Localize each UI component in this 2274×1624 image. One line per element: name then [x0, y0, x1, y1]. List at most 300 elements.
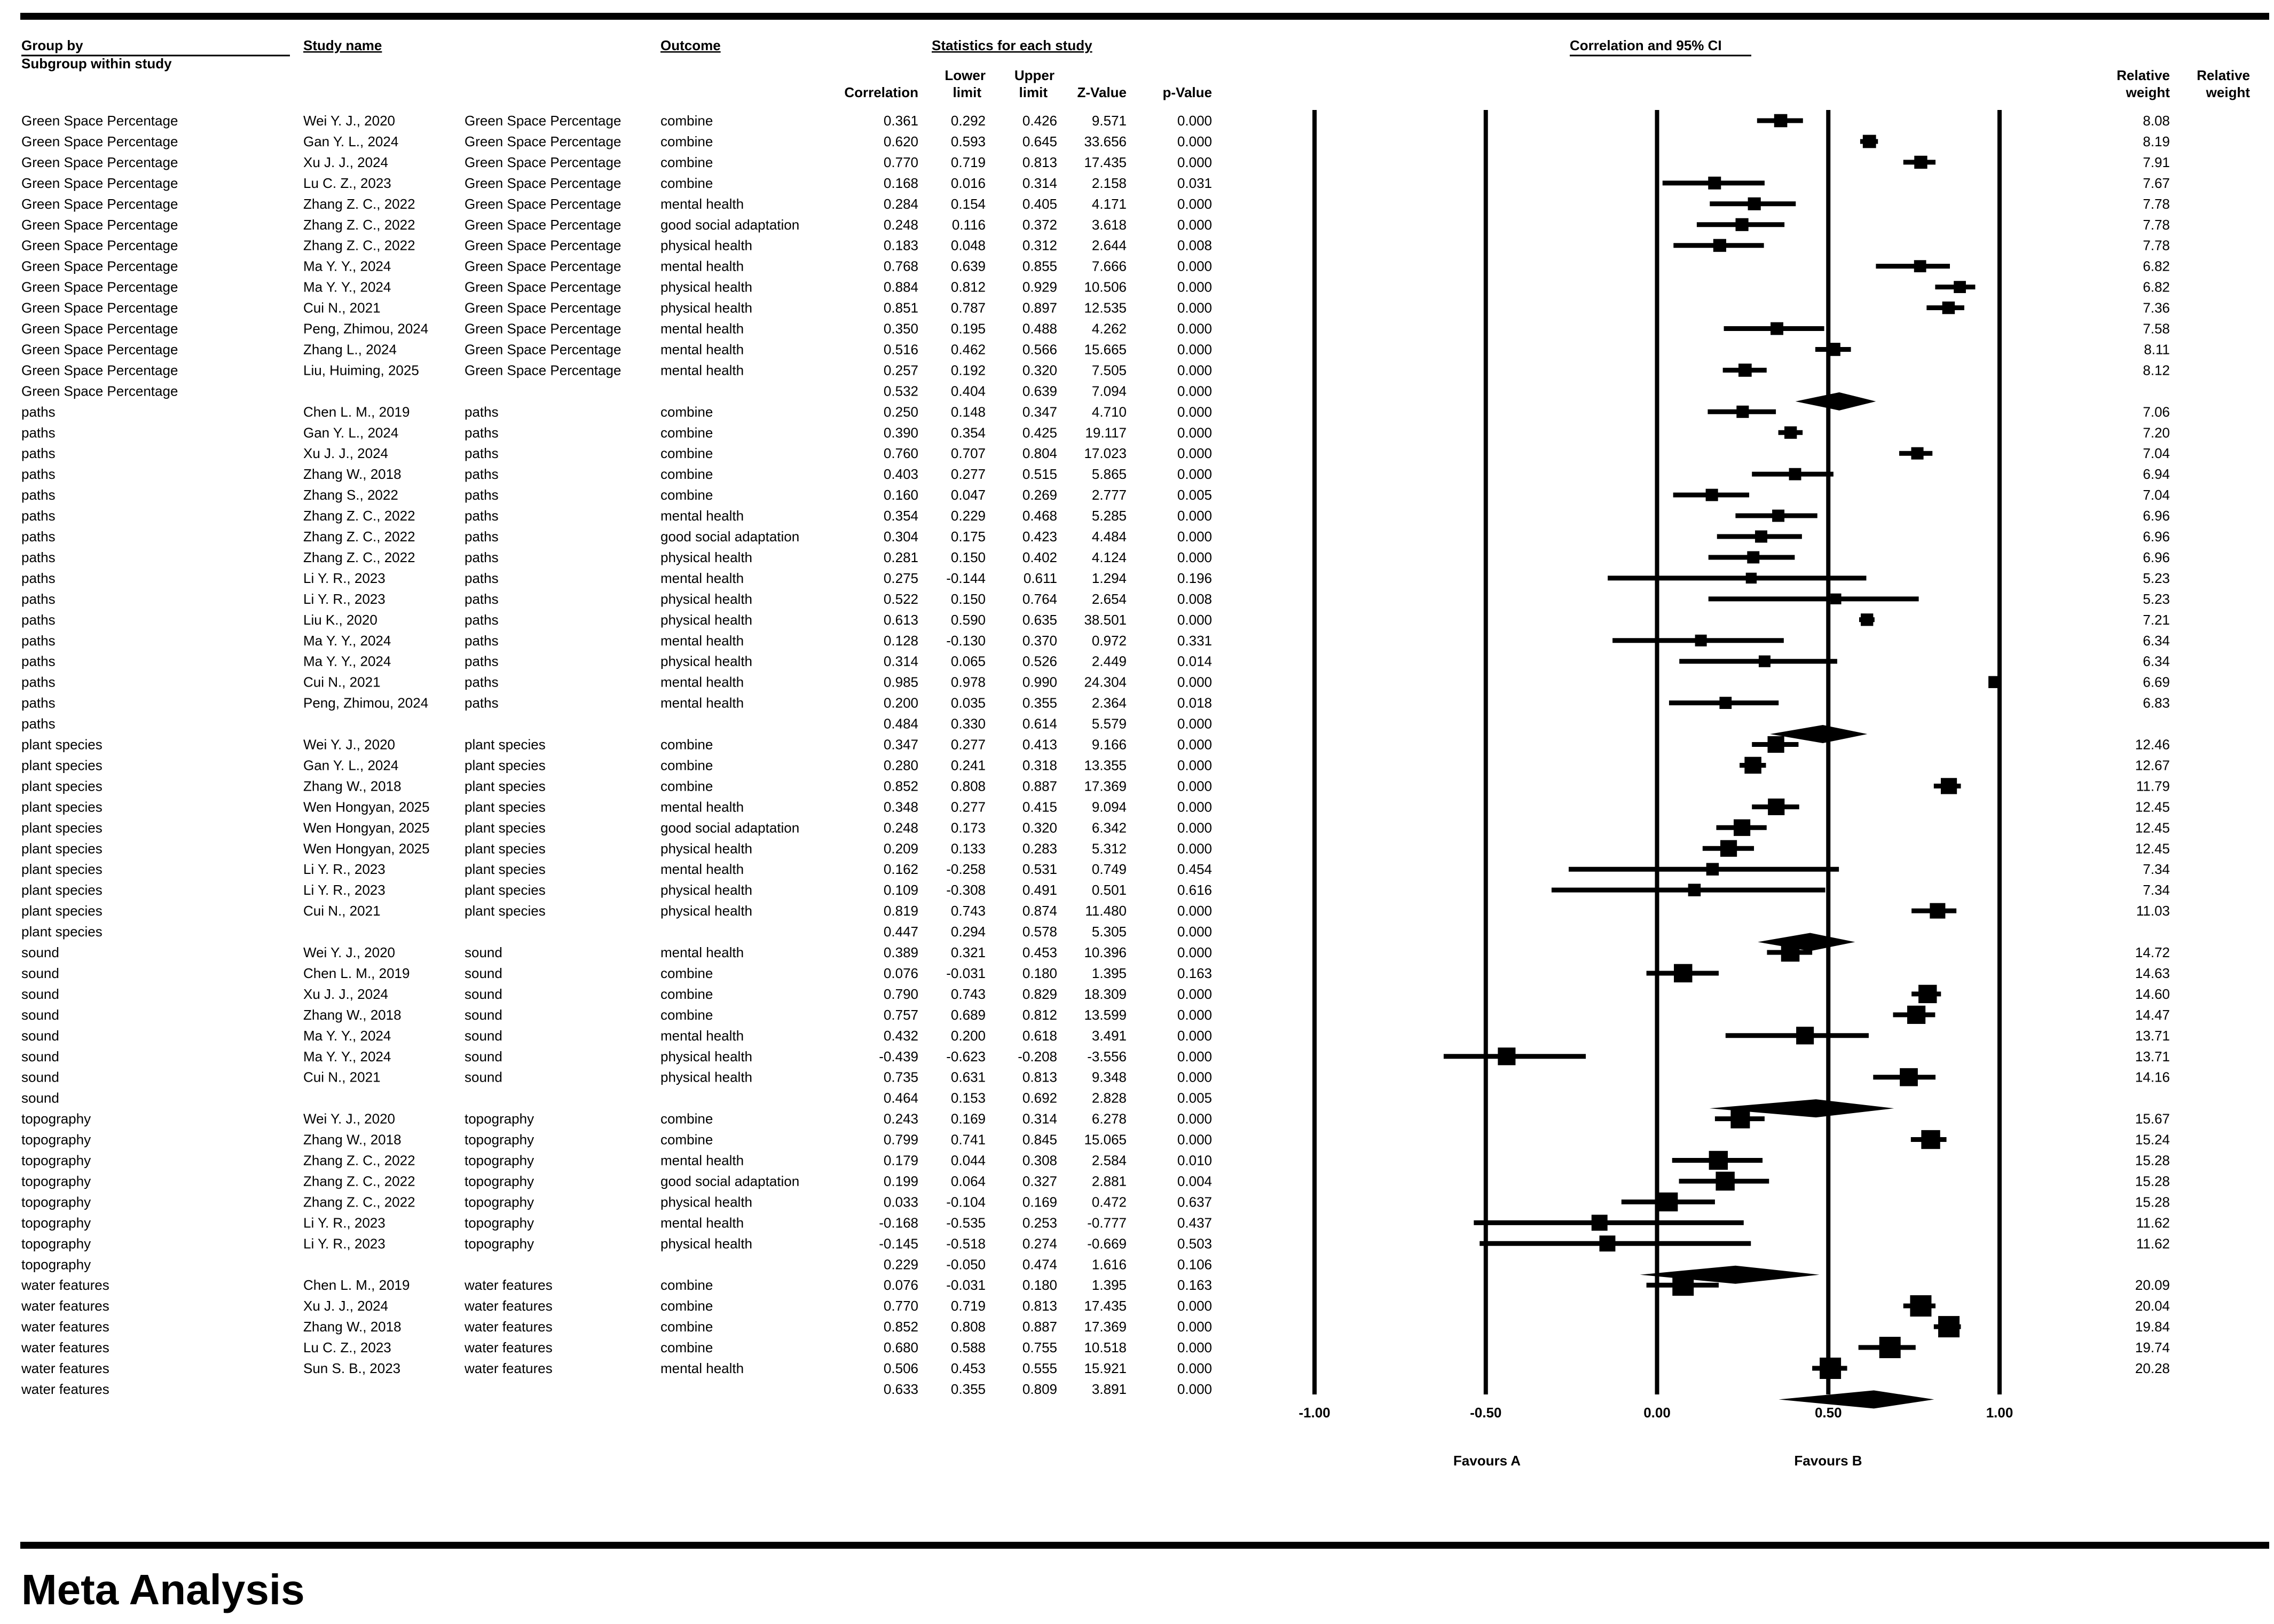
study-name-cell: Xu J. J., 2024 [303, 1298, 388, 1314]
study-row [21, 1006, 2170, 1024]
group-cell: Green Space Percentage [21, 195, 178, 212]
point-estimate [1781, 943, 1800, 962]
subgroup-cell: paths [465, 632, 499, 649]
study-name-cell: Cui N., 2021 [303, 299, 381, 316]
p-value-cell: 0.000 [1177, 424, 1212, 441]
relative-weight-cell: 6.82 [2143, 279, 2170, 295]
subgroup-cell: sound [465, 965, 502, 981]
point-estimate [1879, 1337, 1901, 1358]
subgroup-cell: paths [465, 611, 499, 628]
relative-weight-cell: 6.94 [2143, 466, 2170, 483]
outcome-cell: combine [660, 965, 713, 981]
header-group-by: Group by [21, 37, 83, 53]
study-row [21, 1215, 2170, 1231]
z-value-cell: 5.312 [1091, 840, 1127, 857]
upper-limit-cell: 0.402 [1022, 549, 1057, 565]
outcome-cell: mental health [660, 1215, 744, 1231]
point-estimate [1759, 656, 1771, 667]
group-cell: Green Space Percentage [21, 216, 178, 233]
group-cell: water features [21, 1277, 109, 1294]
outcome-cell: combine [660, 487, 713, 503]
p-value-cell: 0.000 [1177, 1298, 1212, 1314]
outcome-cell: combine [660, 133, 713, 149]
outcome-cell: combine [660, 1277, 713, 1294]
study-name-cell: Zhang W., 2018 [303, 778, 402, 794]
subgroup-cell: paths [465, 508, 499, 524]
subgroup-cell: water features [465, 1319, 553, 1335]
upper-limit-cell: 0.491 [1022, 882, 1057, 898]
outcome-cell: mental health [660, 861, 744, 878]
z-value-cell: 2.158 [1091, 175, 1127, 191]
subgroup-cell: Green Space Percentage [465, 279, 621, 295]
correlation-cell: 0.852 [883, 1319, 918, 1335]
outcome-cell: mental health [660, 632, 744, 649]
study-name-cell: Ma Y. Y., 2024 [303, 279, 391, 295]
relative-weight-cell: 14.60 [2135, 986, 2170, 1002]
point-estimate [1914, 260, 1926, 272]
group-cell: water features [21, 1360, 109, 1376]
relative-weight-cell: 11.79 [2136, 778, 2170, 794]
relative-weight-cell: 6.82 [2143, 258, 2170, 274]
point-estimate [1695, 635, 1707, 647]
group-cell: topography [21, 1131, 91, 1148]
study-name-cell: Wei Y. J., 2020 [303, 736, 396, 753]
point-estimate [1716, 1172, 1734, 1191]
study-row [21, 1068, 2170, 1086]
upper-limit-cell: 0.614 [1022, 715, 1057, 732]
z-value-cell: 2.828 [1091, 1090, 1127, 1106]
header-study-name: Study name [303, 37, 382, 53]
study-row [21, 154, 2170, 170]
outcome-cell: mental health [660, 799, 744, 815]
relative-weight-cell: 8.11 [2144, 341, 2170, 358]
header-relative-weight-2a: Relative [2197, 67, 2250, 83]
correlation-cell: 0.229 [883, 1256, 918, 1273]
correlation-cell: 0.851 [883, 299, 918, 316]
outcome-cell: physical health [660, 1069, 752, 1085]
outcome-cell: mental health [660, 1152, 744, 1169]
study-name-cell: Wei Y. J., 2020 [303, 944, 396, 960]
correlation-cell: 0.076 [883, 965, 918, 981]
relative-weight-cell: 12.45 [2135, 799, 2170, 815]
p-value-cell: 0.000 [1177, 1006, 1212, 1023]
z-value-cell: 2.654 [1091, 590, 1127, 607]
subgroup-cell: plant species [465, 903, 546, 919]
study-row [21, 1316, 2170, 1337]
correlation-cell: 0.168 [883, 175, 918, 191]
study-row [21, 882, 2170, 898]
subgroup-cell: water features [465, 1298, 553, 1314]
relative-weight-cell: 6.69 [2143, 674, 2170, 690]
p-value-cell: 0.005 [1177, 487, 1212, 503]
study-name-cell: Zhang Z. C., 2022 [303, 529, 415, 545]
point-estimate [1910, 1295, 1931, 1316]
upper-limit-cell: 0.283 [1022, 840, 1057, 857]
group-cell: sound [21, 1027, 59, 1044]
lower-limit-cell: 0.719 [950, 154, 986, 170]
p-value-cell: 0.010 [1177, 1152, 1212, 1169]
study-row [21, 1172, 2170, 1191]
p-value-cell: 0.000 [1177, 445, 1212, 462]
study-row [21, 819, 2170, 836]
upper-limit-cell: 0.327 [1022, 1173, 1057, 1189]
study-name-cell: Zhang Z. C., 2022 [303, 508, 415, 524]
p-value-cell: 0.000 [1177, 508, 1212, 524]
relative-weight-cell: 7.78 [2143, 195, 2170, 212]
subgroup-cell: paths [465, 549, 499, 565]
study-row [21, 321, 2170, 337]
p-value-cell: 0.000 [1177, 674, 1212, 690]
subgroup-cell: paths [465, 424, 499, 441]
relative-weight-cell: 12.67 [2135, 757, 2170, 774]
upper-limit-cell: 0.312 [1022, 237, 1057, 254]
lower-limit-cell: 0.292 [950, 113, 986, 129]
study-name-cell: Gan Y. L., 2024 [303, 133, 399, 149]
outcome-cell: physical health [660, 279, 752, 295]
lower-limit-cell: 0.154 [950, 195, 986, 212]
z-value-cell: 7.094 [1091, 383, 1127, 399]
point-estimate [1706, 489, 1718, 501]
upper-limit-cell: 0.355 [1022, 695, 1057, 711]
p-value-cell: 0.000 [1177, 1048, 1212, 1065]
group-cell: paths [21, 424, 56, 441]
subgroup-cell: topography [465, 1131, 534, 1148]
relative-weight-cell: 15.28 [2135, 1194, 2170, 1210]
point-estimate [1713, 239, 1726, 252]
subgroup-cell: paths [465, 570, 499, 586]
study-row [21, 1295, 2170, 1316]
study-row [21, 1274, 2170, 1296]
upper-limit-cell: 0.347 [1022, 404, 1057, 420]
outcome-cell: physical health [660, 549, 752, 565]
header-plot-title: Correlation and 95% CI [1570, 37, 1722, 53]
z-value-cell: 0.472 [1091, 1194, 1127, 1210]
p-value-cell: 0.000 [1177, 736, 1212, 753]
upper-limit-cell: 0.813 [1022, 1069, 1057, 1085]
lower-limit-cell: 0.812 [950, 279, 986, 295]
header-lower-1: Lower [945, 67, 986, 83]
study-name-cell: Sun S. B., 2023 [303, 1360, 401, 1376]
study-name-cell: Chen L. M., 2019 [303, 1277, 410, 1294]
z-value-cell: 10.396 [1084, 944, 1127, 960]
correlation-cell: 0.985 [883, 674, 918, 690]
outcome-cell: good social adaptation [660, 529, 800, 545]
upper-limit-cell: 0.611 [1023, 570, 1057, 586]
correlation-cell: 0.799 [883, 1131, 918, 1148]
forest-rows [21, 113, 2170, 1408]
subgroup-cell: plant species [465, 819, 546, 836]
p-value-cell: 0.000 [1177, 258, 1212, 274]
z-value-cell: 15.665 [1084, 341, 1127, 358]
study-name-cell: Zhang Z. C., 2022 [303, 216, 415, 233]
subgroup-cell: Green Space Percentage [465, 341, 621, 358]
z-value-cell: 17.369 [1084, 1319, 1127, 1335]
lower-limit-cell: 0.169 [950, 1110, 986, 1127]
lower-limit-cell: 0.175 [950, 529, 986, 545]
lower-limit-cell: 0.631 [950, 1069, 986, 1085]
point-estimate [1706, 863, 1719, 876]
study-row [21, 1193, 2170, 1211]
study-name-cell: Lu C. Z., 2023 [303, 175, 391, 191]
upper-limit-cell: 0.253 [1022, 1215, 1057, 1231]
header-outcome: Outcome [660, 37, 721, 53]
correlation-cell: 0.790 [883, 986, 918, 1002]
relative-weight-cell: 15.24 [2135, 1131, 2170, 1148]
group-cell: water features [21, 1381, 109, 1397]
group-cell: paths [21, 404, 56, 420]
outcome-cell: combine [660, 778, 713, 794]
outcome-cell: combine [660, 1298, 713, 1314]
axis-tick-labels [1299, 1405, 2013, 1421]
p-value-cell: 0.000 [1177, 549, 1212, 565]
z-value-cell: 0.972 [1091, 632, 1127, 649]
relative-weight-cell: 6.83 [2143, 695, 2170, 711]
upper-limit-cell: 0.269 [1022, 487, 1057, 503]
outcome-cell: mental health [660, 362, 744, 379]
outcome-cell: mental health [660, 1027, 744, 1044]
outcome-cell: combine [660, 404, 713, 420]
study-row [21, 1337, 2170, 1358]
point-estimate [1498, 1047, 1515, 1065]
relative-weight-cell: 6.96 [2143, 529, 2170, 545]
upper-limit-cell: 0.755 [1022, 1339, 1057, 1356]
z-value-cell: 7.505 [1091, 362, 1127, 379]
correlation-cell: 0.109 [883, 882, 918, 898]
relative-weight-cell: 14.72 [2135, 944, 2170, 960]
z-value-cell: 24.304 [1084, 674, 1127, 690]
relative-weight-cell: 7.36 [2143, 299, 2170, 316]
group-cell: topography [21, 1215, 91, 1231]
upper-limit-cell: 0.813 [1022, 1298, 1057, 1314]
subgroup-cell: topography [465, 1215, 534, 1231]
group-cell: topography [21, 1152, 91, 1169]
lower-limit-cell: 0.048 [950, 237, 986, 254]
subgroup-cell: paths [465, 590, 499, 607]
lower-limit-cell: 0.047 [950, 487, 986, 503]
upper-limit-cell: 0.887 [1022, 778, 1057, 794]
study-name-cell: Li Y. R., 2023 [303, 590, 385, 607]
correlation-cell: 0.183 [883, 237, 918, 254]
lower-limit-cell: 0.743 [950, 986, 986, 1002]
group-cell: paths [21, 529, 56, 545]
subgroup-cell: sound [465, 1069, 502, 1085]
upper-limit-cell: 0.415 [1022, 799, 1057, 815]
outcome-cell: mental health [660, 508, 744, 524]
study-name-cell: Wen Hongyan, 2025 [303, 819, 430, 836]
correlation-cell: 0.347 [883, 736, 918, 753]
p-value-cell: 0.008 [1177, 590, 1212, 607]
relative-weight-cell: 6.34 [2143, 653, 2170, 669]
lower-limit-cell: 0.153 [950, 1090, 986, 1106]
relative-weight-cell: 13.71 [2135, 1048, 2170, 1065]
study-row [21, 1027, 2170, 1044]
tick-label-1: -0.50 [1470, 1405, 1502, 1421]
outcome-cell: combine [660, 445, 713, 462]
header-correlation: Correlation [844, 84, 918, 100]
correlation-cell: 0.128 [883, 632, 918, 649]
relative-weight-cell: 6.96 [2143, 508, 2170, 524]
outcome-cell: mental health [660, 570, 744, 586]
correlation-cell: 0.033 [883, 1194, 918, 1210]
p-value-cell: 0.437 [1177, 1215, 1212, 1231]
lower-limit-cell: -0.031 [946, 965, 986, 981]
outcome-cell: combine [660, 154, 713, 170]
p-value-cell: 0.000 [1177, 924, 1212, 940]
z-value-cell: 6.342 [1091, 819, 1127, 836]
correlation-cell: 0.389 [883, 944, 918, 960]
study-name-cell: Li Y. R., 2023 [303, 1215, 385, 1231]
study-name-cell: Ma Y. Y., 2024 [303, 1027, 391, 1044]
upper-limit-cell: 0.829 [1022, 986, 1057, 1002]
study-row [21, 300, 2170, 316]
p-value-cell: 0.000 [1177, 320, 1212, 337]
upper-limit-cell: -0.208 [1018, 1048, 1057, 1065]
z-value-cell: 0.501 [1091, 882, 1127, 898]
group-cell: Green Space Percentage [21, 279, 178, 295]
upper-limit-cell: 0.370 [1022, 632, 1057, 649]
summary-row [21, 924, 1855, 951]
study-name-cell: Zhang Z. C., 2022 [303, 237, 415, 254]
subgroup-cell: paths [465, 466, 499, 483]
lower-limit-cell: -0.258 [946, 861, 986, 878]
correlation-cell: 0.200 [883, 695, 918, 711]
study-name-cell: Wei Y. J., 2020 [303, 1110, 396, 1127]
correlation-cell: 0.209 [883, 840, 918, 857]
outcome-cell: mental health [660, 1360, 744, 1376]
outcome-cell: combine [660, 175, 713, 191]
lower-limit-cell: -0.104 [946, 1194, 986, 1210]
p-value-cell: 0.000 [1177, 1381, 1212, 1397]
p-value-cell: 0.000 [1177, 404, 1212, 420]
z-value-cell: 2.584 [1091, 1152, 1127, 1169]
study-name-cell: Peng, Zhimou, 2024 [303, 320, 429, 337]
lower-limit-cell: 0.150 [950, 590, 986, 607]
point-estimate [1748, 198, 1761, 210]
study-name-cell: Zhang Z. C., 2022 [303, 195, 415, 212]
header-upper-2: limit [1019, 84, 1048, 100]
group-cell: paths [21, 715, 56, 732]
z-value-cell: -3.556 [1087, 1048, 1127, 1065]
correlation-cell: 0.314 [883, 653, 918, 669]
correlation-cell: 0.757 [883, 1006, 918, 1023]
outcome-cell: combine [660, 466, 713, 483]
z-value-cell: 2.881 [1091, 1173, 1127, 1189]
study-row [21, 424, 2170, 440]
z-value-cell: 4.124 [1091, 549, 1127, 565]
lower-limit-cell: 0.277 [950, 799, 986, 815]
relative-weight-cell: 12.45 [2135, 819, 2170, 836]
outcome-cell: physical health [660, 1048, 752, 1065]
point-estimate [1746, 573, 1757, 584]
study-row [21, 113, 2170, 129]
lower-limit-cell: 0.065 [950, 653, 986, 669]
lower-limit-cell: 0.741 [950, 1131, 986, 1148]
subgroup-cell: sound [465, 944, 502, 960]
p-value-cell: 0.000 [1177, 778, 1212, 794]
lower-limit-cell: -0.308 [946, 882, 986, 898]
summary-row [21, 716, 1867, 743]
subgroup-cell: paths [465, 487, 499, 503]
z-value-cell: 4.484 [1091, 529, 1127, 545]
p-value-cell: 0.637 [1177, 1194, 1212, 1210]
correlation-cell: 0.284 [883, 195, 918, 212]
outcome-cell: mental health [660, 674, 744, 690]
relative-weight-cell: 19.84 [2135, 1319, 2170, 1335]
study-row [21, 445, 2170, 461]
p-value-cell: 0.331 [1177, 632, 1212, 649]
group-cell: plant species [21, 778, 103, 794]
group-cell: plant species [21, 819, 103, 836]
lower-limit-cell: 0.707 [950, 445, 986, 462]
study-name-cell: Xu J. J., 2024 [303, 986, 388, 1002]
study-name-cell: Li Y. R., 2023 [303, 1235, 385, 1252]
correlation-cell: 0.464 [883, 1090, 918, 1106]
correlation-cell: -0.145 [879, 1235, 918, 1252]
group-cell: paths [21, 549, 56, 565]
correlation-cell: 0.281 [883, 549, 918, 565]
correlation-cell: 0.248 [883, 819, 918, 836]
outcome-cell: combine [660, 757, 713, 774]
group-cell: Green Space Percentage [21, 113, 178, 129]
summary-diamond [1758, 933, 1855, 951]
outcome-cell: mental health [660, 258, 744, 274]
upper-limit-cell: 0.874 [1022, 903, 1057, 919]
z-value-cell: 11.480 [1085, 903, 1127, 919]
subgroup-cell: Green Space Percentage [465, 299, 621, 316]
z-value-cell: 13.355 [1084, 757, 1127, 774]
summary-diamond [1770, 725, 1867, 743]
p-value-cell: 0.000 [1177, 1069, 1212, 1085]
z-value-cell: 9.166 [1091, 736, 1127, 753]
study-row [21, 529, 2170, 545]
point-estimate [1861, 613, 1873, 626]
subgroup-cell: plant species [465, 757, 546, 774]
group-cell: topography [21, 1194, 91, 1210]
point-estimate [1672, 1274, 1694, 1296]
study-name-cell: Xu J. J., 2024 [303, 445, 388, 462]
upper-limit-cell: 0.578 [1022, 924, 1057, 940]
correlation-cell: 0.516 [883, 341, 918, 358]
upper-limit-cell: 0.413 [1022, 736, 1057, 753]
lower-limit-cell: 0.229 [950, 508, 986, 524]
outcome-cell: combine [660, 1131, 713, 1148]
study-name-cell: Wen Hongyan, 2025 [303, 840, 430, 857]
subgroup-cell: water features [465, 1360, 553, 1376]
subgroup-cell: topography [465, 1194, 534, 1210]
p-value-cell: 0.000 [1177, 279, 1212, 295]
z-value-cell: 3.891 [1091, 1381, 1127, 1397]
study-row [21, 903, 2170, 919]
correlation-cell: 0.162 [883, 861, 918, 878]
z-value-cell: 5.305 [1091, 924, 1127, 940]
z-value-cell: -0.669 [1087, 1235, 1127, 1252]
header-z-value: Z-Value [1077, 84, 1127, 100]
p-value-cell: 0.000 [1177, 611, 1212, 628]
relative-weight-cell: 14.16 [2135, 1069, 2170, 1085]
correlation-cell: 0.304 [883, 529, 918, 545]
upper-limit-cell: 0.531 [1022, 861, 1057, 878]
z-value-cell: 9.348 [1091, 1069, 1127, 1085]
correlation-cell: 0.484 [883, 715, 918, 732]
point-estimate [1930, 903, 1945, 919]
correlation-cell: 0.361 [883, 113, 918, 129]
point-estimate [1907, 1006, 1925, 1024]
point-estimate [1720, 840, 1737, 857]
z-value-cell: 9.094 [1091, 799, 1127, 815]
p-value-cell: 0.000 [1177, 986, 1212, 1002]
correlation-cell: 0.680 [883, 1339, 918, 1356]
group-cell: Green Space Percentage [21, 175, 178, 191]
